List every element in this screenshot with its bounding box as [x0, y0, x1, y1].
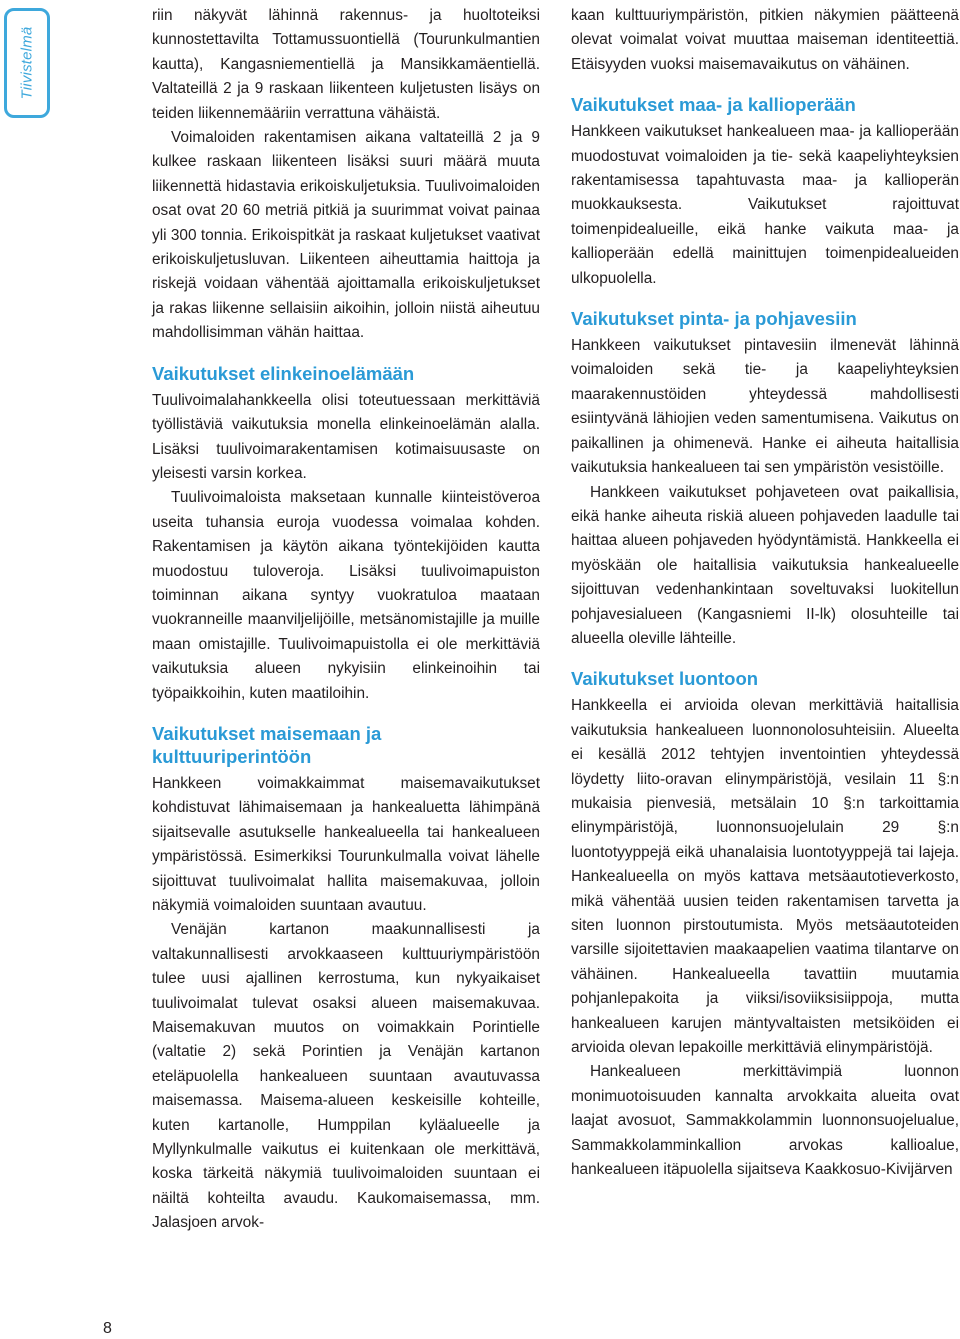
paragraph: Venäjän kartanon maakunnallisesti ja valtakunnallisesti arvokkaaseen kulttuuriympäristöön tulee uusi ajallinen kerrostuma, kun nykyaikaiset tuulivoimalat tulevat osaksi alueen maisemakuvaa. Maisemakuvan muutos on voimakkain Porintielle (valtatie 2) sekä Porintien ja Venäjän kartanon eteläpuolella hankealueen suuntaan avautuvassa maisemassa. Maisema-alueen keskeisille kohteille, kuten kartanolle, Humppilan kyläalueelle ja Myllynkulmalle vaikutus ei kuitenkaan ole merkittävä, koska tärkeitä näkymiä tuulivoimaloiden suuntaan ei näiltä kohteilta avaudu. Kaukomaisemassa, mm. Jalasjoen arvok-: [152, 921, 540, 1232]
paragraph: Hankealueen merkittävimpiä luonnon monimuotoisuuden kannalta arvokkaita alueita ovat laajat avosuot, Sammakkolammin luonnonsuojelualue, Sammakkolamminkallion arvokas kallioalue, hankealueen itäpuolella sijaitseva Kaakkosuo-Kivijärven: [571, 1063, 959, 1179]
heading-elinkeino: Vaikutukset elinkeinoelämään: [152, 362, 415, 384]
heading-maaperä: Vaikutukset maa- ja kallioperään: [571, 94, 856, 116]
paragraph: Hankkeen vaikutukset pintavesiin ilmenevät lähinnä voimaloiden sekä tie- ja kaapeliyhteyksien maarakennustöiden yhteydessä mahdollisesti esiintyvänä lähiojien veden samentumisena. Vaikutus on paikallinen ja ohimenevä. Hanke ei aiheuta haitallisia vaikutuksia hankealueen tai sen ympäristön vesistöille.: [571, 337, 959, 477]
paragraph: Hankkeella ei arvioida olevan merkittäviä haitallisia vaikutuksia hankealueen luonnonolosuhteisiin. Alueelta ei kesällä 2012 tehtyjen inventointien yhteydessä löydetty liito-oravan elinympäristöjä, vesilain 11 §:n mukaisia pienvesiä, metsälain 10 §:n tarkoittamia elinympäristöjä, luonnonsuojelulain 29 §:n luontotyyppejä eikä uhanalaisia luontotyyppejä tai lajeja. Hankealueella on myös kattava metsäautotieverkosto, mikä vähentää uusien teiden rakentamisen tarvetta ja siten luonnon pirstoutumista. Myös metsäautoteiden varsille sijoitettavien maakaapelien vaatima tilantarve on vähäinen. Hankealueella tavattiin muutamia pohjanlepakoita ja viiksi/isoviiksisiippoja, mutta hankealueen karujen mäntyvaltaisten metsiköiden ei arvioida olevan lepakoille merkittäviä elinympäristöjä.: [571, 697, 959, 1057]
heading-luonto: Vaikutukset luontoon: [571, 668, 759, 690]
paragraph: Hankkeen vaikutukset hankealueen maa- ja kallioperään muodostuvat voimaloiden ja tie- sekä kaapeliyhteyksien rakentamisessa tapahtuvasta maa- ja kallioperän muokkauksesta. Vaikutukset rajoittuvat toimenpidealueille, eikä hanke vaikuta maa- ja kallioperään edellä mainittujen toimenpidealueiden ulkopuolella.: [571, 123, 959, 287]
heading-vesi: Vaikutukset pinta- ja pohjavesiin: [571, 308, 857, 330]
left-column: [152, 4, 540, 1236]
section-tab: [4, 8, 50, 118]
paragraph: riin näkyvät lähinnä rakennus- ja huoltoteiksi kunnostettavilta Tottamussuontiellä (Tourunkulmantien kautta), Kangasniementiellä ja Mansikkamäentiellä. Valtateillä 2 ja 9 raskaan liikenteen kuljetusten lisäys on teiden liikennemääriin verrattuna vähäistä.: [152, 7, 540, 122]
section-tab-label: Tiivistelmä: [18, 26, 36, 100]
paragraph: kaan kulttuuriympäristön, pitkien näkymien päätteenä olevat voimalat voivat muuttaa maiseman identiteettiä. Etäisyyden vuoksi maisemavaikutus on vähäinen.: [571, 7, 959, 73]
paragraph: Hankkeen vaikutukset pohjaveteen ovat paikallisia, eikä hanke aiheuta riskiä alueen pohjaveden laadulle tai haittaa alueen pohjaveden hyödyntämistä. Hankkeella ei myöskään ole haitallisia vaikutuksia hankealueelle sijoittuvan vedenhankintaan soveltuvaksi luokitellun pohjavesialueen (Kangasniemi II-lk) olosuhteille tai alueella oleville lähteille.: [571, 483, 959, 647]
paragraph: Tuulivoimaloista maksetaan kunnalle kiinteistöveroa useita tuhansia euroja vuodessa voimalaa kohden. Rakentamisen ja käytön aikana työntekijöiden kautta muodostuu tuloveroja. Lisäksi tuulivoimapuiston toiminnan aikana syntyy vuokratuloa maataan vuokranneille maanviljelijöille, metsänomistajille ja muille maan omistajille. Tuulivoimapuistolla ei ole merkittäviä vaikutuksia alueen nykyisiin elinkeinoihin tai työpaikkoihin, kuten maatiloihin.: [152, 489, 540, 702]
paragraph: Tuulivoimalahankkeella olisi toteutuessaan merkittäviä työllistäviä vaikutuksia monella elinkeinoelämän alalla. Lisäksi tuulivoimarakentamisen kotimaisuusaste on yleisesti varsin korkea.: [152, 391, 540, 482]
heading-maisema: Vaikutukset maisemaan ja kulttuuriperintöön: [152, 722, 382, 767]
paragraph: Voimaloiden rakentamisen aikana valtateillä 2 ja 9 kulkee raskaan liikenteen lisäksi suuri määrä muuta liikennettä hidastavia erikoiskuljetuksia. Tuulivoimaloiden osat ovat 20 60 metriä pitkiä ja suurimmat voivat painaa yli 300 tonnia. Erikoispitkät ja raskaat kuljetukset vaativat erikoiskuljetusluvan. Liikenteen aiheuttamia haittoja ja riskejä voidaan vähentää ajoittamalla erikoiskuljetukset ja rakas liikenne sellaisiin aikoihin, jolloin niistä aiheutuu mahdollisimman vähän haittaa.: [152, 129, 540, 342]
page-number: 8: [103, 1320, 112, 1337]
right-column: [571, 4, 959, 1182]
paragraph: Hankkeen voimakkaimmat maisemavaikutukset kohdistuvat lähimaisemaan ja hankealuetta lähimpänä sijaitsevalle asutukselle hankealueella tai hankealueen ympäristössä. Esimerkiksi Tourunkulmalla voivat lähelle sijoittuvat tuulivoimalat hallita maisemakuvaa, jolloin näkymiä voimaloiden suuntaan avautuu.: [152, 774, 540, 914]
